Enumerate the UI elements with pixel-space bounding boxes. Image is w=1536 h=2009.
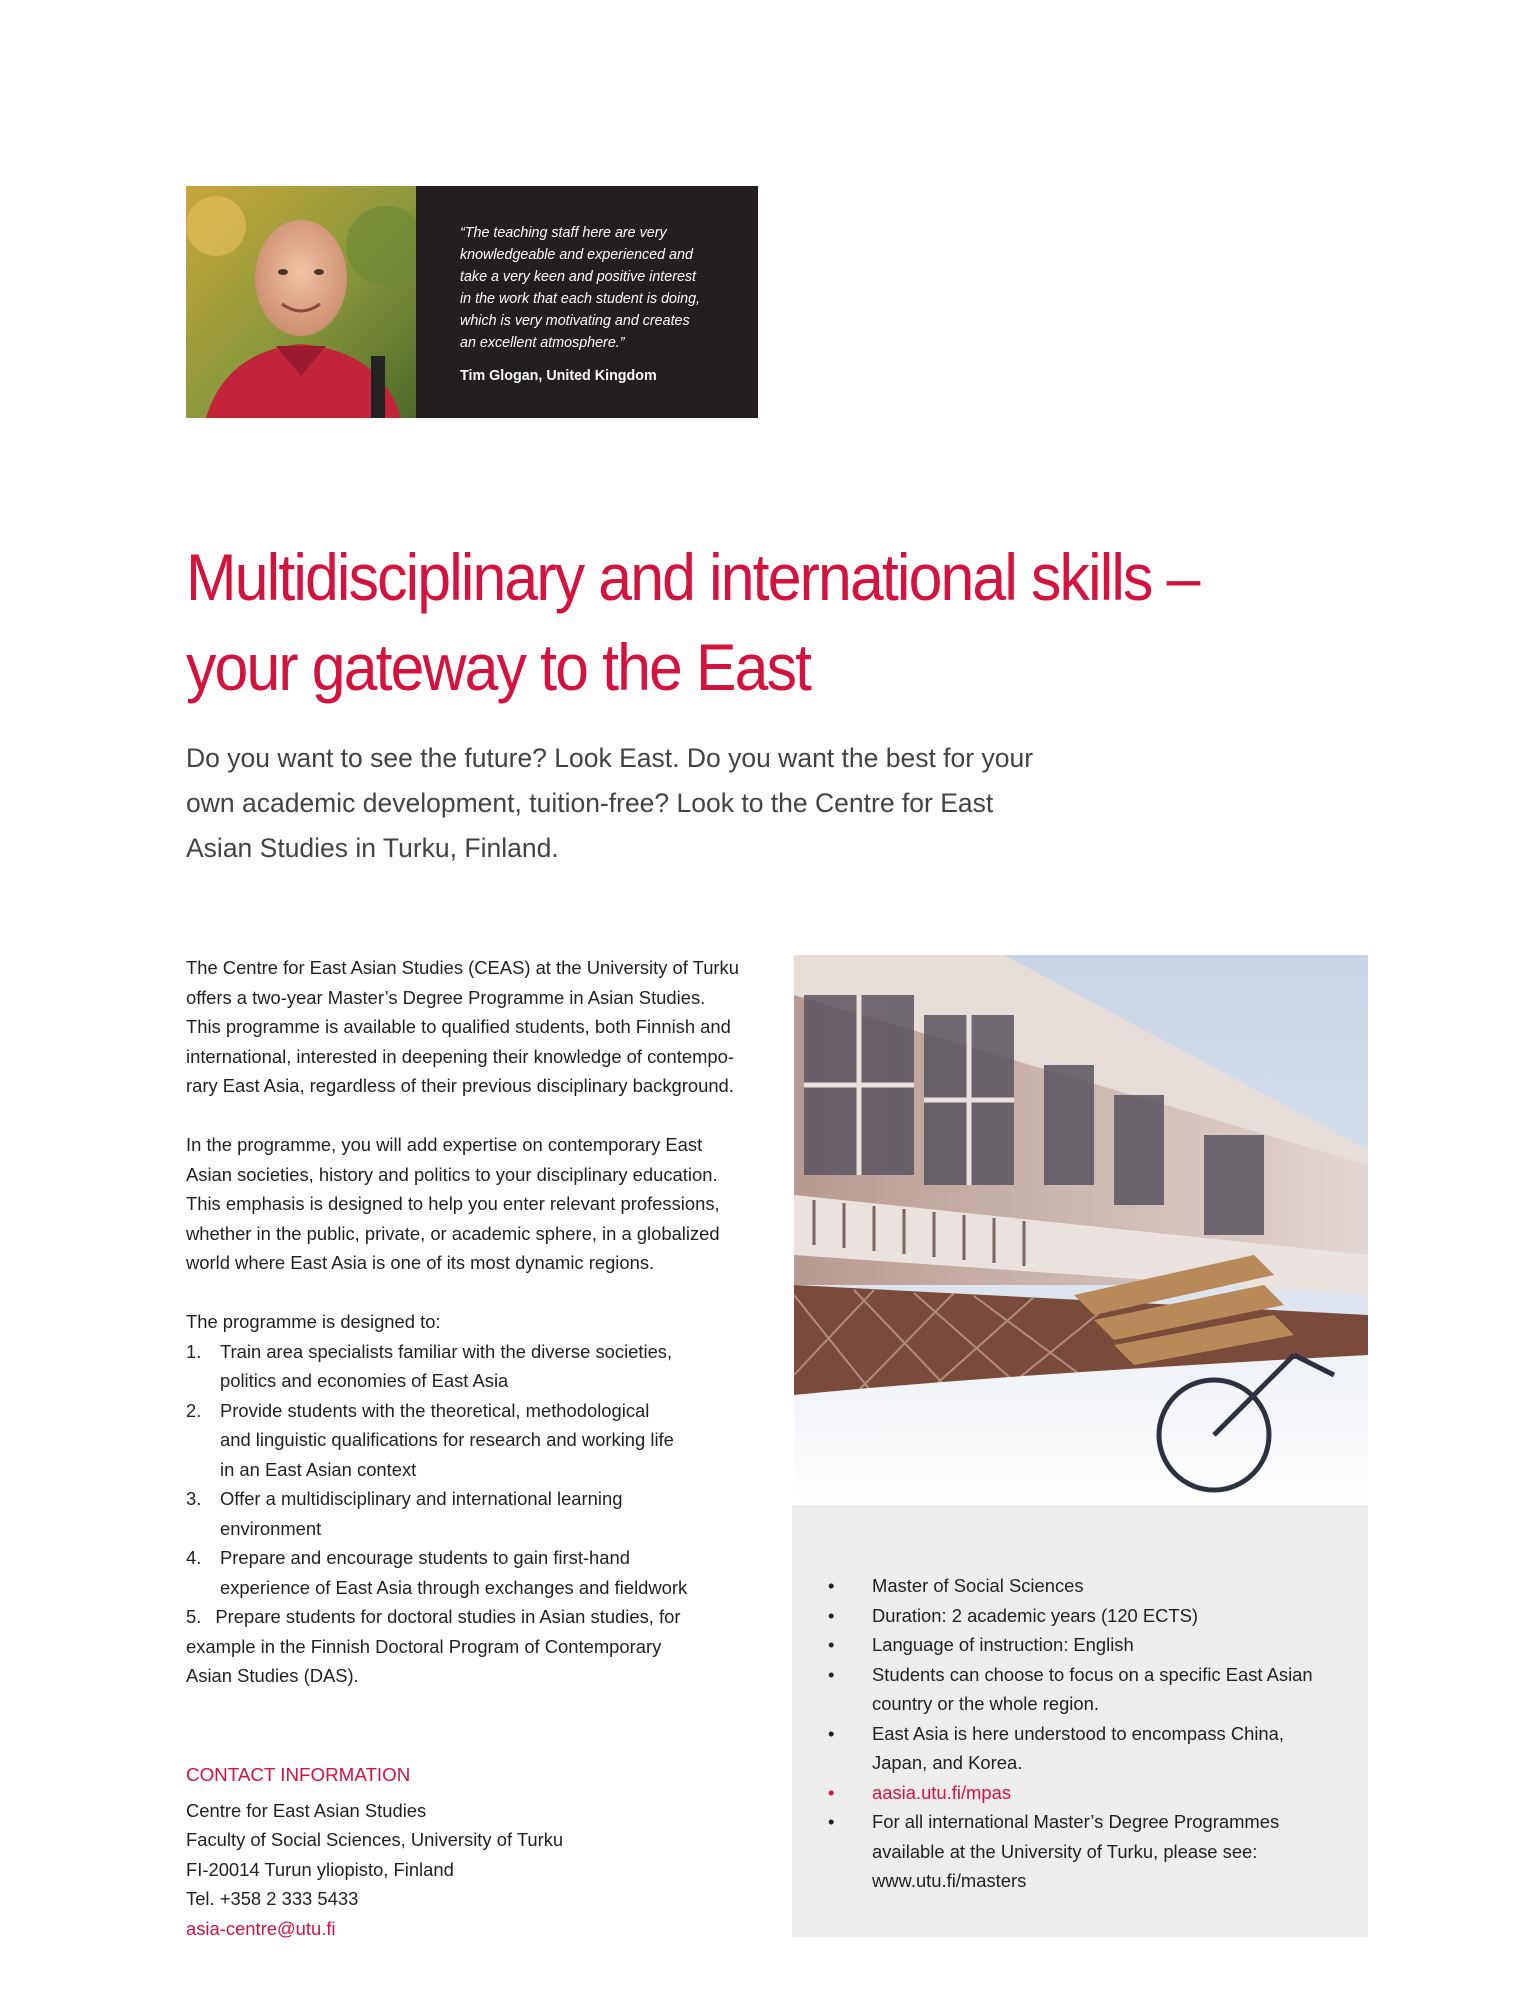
contact-address: FI-20014 Turun yliopisto, Finland (186, 1858, 454, 1880)
list-item: • Students can choose to focus on a specific East Asian country or the whole region. (828, 1663, 1313, 1714)
contact-heading: CONTACT INFORMATION (186, 1764, 411, 1785)
programme-facts-box (792, 1505, 1368, 1937)
contact-info (186, 1760, 563, 1943)
list-item: • aasia.utu.fi/mpas (828, 1778, 1328, 1808)
list-item: 5. Prepare students for doctoral studies in Asian studies, for example in the Finnish Doctoral Program of Contemporary Asian Studies (DAS). (186, 1606, 681, 1686)
contact-org: Centre for East Asian Studies (186, 1799, 427, 1821)
expertise-paragraph: In the programme, you will add expertise on contemporary East Asian societies, history and politics to your disciplinary education. This emphasis is designed to help you enter relevant professions, whether in the public, private, or academic sphere, in a globalized world where East Asia is one of its most dynamic regions. (186, 1134, 720, 1273)
contact-phone: Tel. +358 2 333 5433 (186, 1888, 359, 1909)
programme-goals-list (186, 1337, 786, 1691)
list-item: 4. Prepare and encourage students to gain first-hand experience of East Asia through exchanges and fieldwork (186, 1547, 688, 1598)
quote-box (416, 186, 758, 418)
testimonial-author: Tim Glogan, United Kingdom (460, 368, 657, 384)
list-item: • East Asia is here understood to encompass China, Japan, and Korea. (828, 1722, 1284, 1773)
contact-email-link[interactable]: asia-centre@utu.fi (186, 1917, 336, 1939)
page-headline: Multidisciplinary and international skills – your gateway to the East (186, 540, 1199, 704)
testimonial (186, 186, 758, 418)
list-item: • Master of Social Sciences (828, 1575, 1084, 1596)
list-item: • For all international Master’s Degree Programmes available at the University of Turku, please see: www.utu.fi/masters (828, 1811, 1280, 1891)
testimonial-quote: “The teaching staff here are very knowledgeable and experienced and take a very keen and positive interest in the work that each student is doing, which is very motivating and creates an excellent atmosphere.” (460, 225, 701, 351)
intro-paragraph: The Centre for East Asian Studies (CEAS) at the University of Turku offers a two-year Master’s Degree Programme in Asian Studies. This programme is available to qualified students, both Finnish and international, interested in deepening their knowledge of contempo- rary East Asia, regardless of their previous disciplinary background. (186, 957, 739, 1096)
portrait-photo (186, 186, 416, 418)
list-item: • Language of instruction: English (828, 1634, 1134, 1655)
lead-paragraph: Do you want to see the future? Look East. Do you want the best for your own academic development, tuition-free? Look to the Centre for East Asian Studies in Turku, Finland. (186, 743, 1034, 863)
list-item: 2. Provide students with the theoretical, methodological and linguistic qualifications for research and working life in an East Asian context (186, 1399, 674, 1480)
list-item: 1. Train area specialists familiar with the diverse societies, politics and economies of East Asia (186, 1340, 673, 1391)
facts-list (828, 1571, 1328, 1896)
list-item: 3. Offer a multidisciplinary and international learning environment (186, 1488, 623, 1539)
building-photo (794, 955, 1368, 1505)
body-text (186, 953, 786, 1691)
contact-faculty: Faculty of Social Sciences, University of Turku (186, 1829, 564, 1850)
programme-website-link[interactable]: aasia.utu.fi/mpas (872, 1781, 1012, 1803)
list-item: • Duration: 2 academic years (120 ECTS) (828, 1604, 1199, 1626)
list-intro: The programme is designed to: (186, 1311, 441, 1332)
